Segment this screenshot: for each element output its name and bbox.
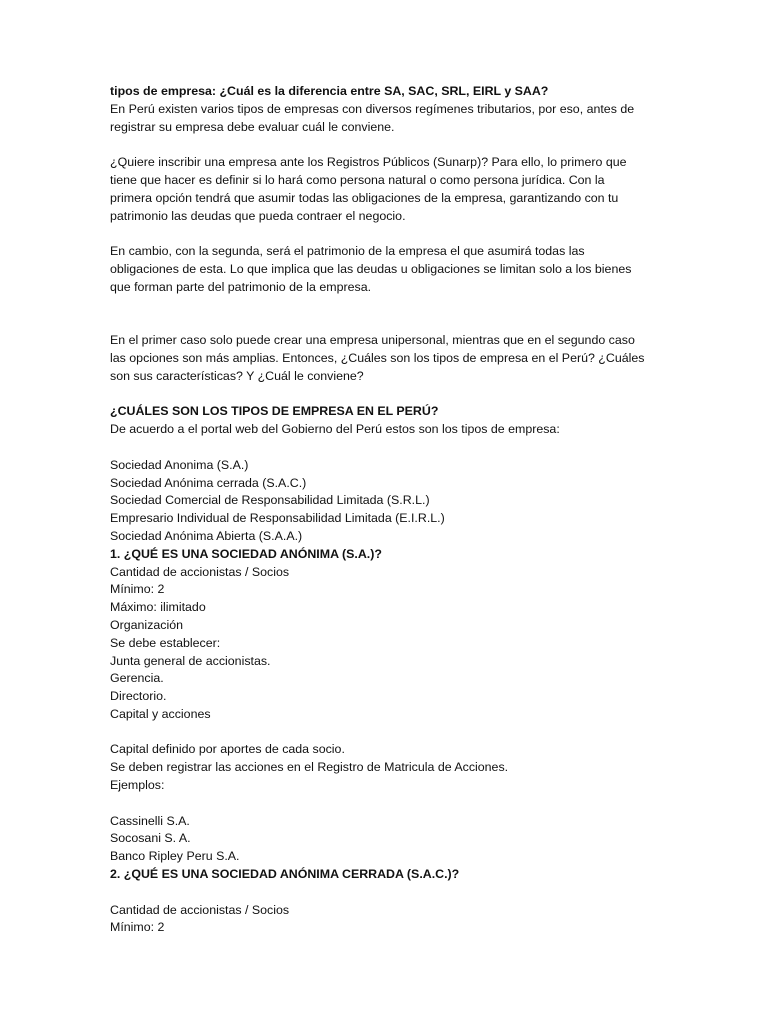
paragraph-line: tiene que hacer es definir si lo hará como persona natural o como persona jurídica. Con la <box>110 172 605 187</box>
field-value: Mínimo: 2 <box>110 920 165 935</box>
section-heading: 2. ¿QUÉ ES UNA SOCIEDAD ANÓNIMA CERRADA (S.A.C.)? <box>110 867 460 882</box>
list-item: Socosani S. A. <box>110 831 191 846</box>
paragraph-line: Se deben registrar las acciones en el Registro de Matricula de Acciones. <box>110 760 509 775</box>
list-item: Sociedad Comercial de Responsabilidad Limitada (S.R.L.) <box>110 493 430 508</box>
paragraph-line: obligaciones de esta. Lo que implica que las deudas u obligaciones se limitan solo a los bienes <box>110 261 632 276</box>
paragraph-line: primera opción tendrá que asumir todas las obligaciones de la empresa, garantizando con tu <box>110 190 619 205</box>
field-label: Cantidad de accionistas / Socios <box>110 902 290 917</box>
paragraph-line: En Perú existen varios tipos de empresas con diversos regímenes tributarios, por eso, antes de <box>110 101 635 116</box>
field-label: Se debe establecer: <box>110 635 221 650</box>
list-item: Cassinelli S.A. <box>110 813 190 828</box>
paragraph-line: son sus características? Y ¿Cuál le conviene? <box>110 368 364 383</box>
list-item: Sociedad Anónima cerrada (S.A.C.) <box>110 475 307 490</box>
paragraph-line: que forman parte del patrimonio de la empresa. <box>110 279 372 294</box>
list-item: Junta general de accionistas. <box>110 653 271 668</box>
field-value: Mínimo: 2 <box>110 582 165 597</box>
field-label: Organización <box>110 617 184 632</box>
section-heading: ¿CUÁLES SON LOS TIPOS DE EMPRESA EN EL PERÚ? <box>110 404 439 419</box>
paragraph-line: las opciones son más amplias. Entonces, ¿Cuáles son los tipos de empresa en el Perú? ¿Cuáles <box>110 350 645 365</box>
paragraph-line: ¿Quiere inscribir una empresa ante los Registros Públicos (Sunarp)? Para ello, lo primero que <box>110 155 627 170</box>
field-label: Capital y acciones <box>110 706 211 721</box>
paragraph-line: patrimonio las deudas que pueda contraer el negocio. <box>110 208 406 223</box>
field-value: Máximo: ilimitado <box>110 600 206 615</box>
section-heading: 1. ¿QUÉ ES UNA SOCIEDAD ANÓNIMA (S.A.)? <box>110 546 382 561</box>
list-item: Banco Ripley Peru S.A. <box>110 849 240 864</box>
list-item: Sociedad Anonima (S.A.) <box>110 457 249 472</box>
list-item: Empresario Individual de Responsabilidad Limitada (E.I.R.L.) <box>110 511 445 526</box>
paragraph-line: En el primer caso solo puede crear una empresa unipersonal, mientras que en el segundo caso <box>110 333 635 348</box>
paragraph-line: Capital definido por aportes de cada socio. <box>110 742 345 757</box>
list-item: Gerencia. <box>110 671 164 686</box>
paragraph-line: De acuerdo a el portal web del Gobierno del Perú estos son los tipos de empresa: <box>110 422 560 437</box>
list-item: Sociedad Anónima Abierta (S.A.A.) <box>110 528 303 543</box>
document-title: tipos de empresa: ¿Cuál es la diferencia entre SA, SAC, SRL, EIRL y SAA? <box>110 84 549 98</box>
list-item: Directorio. <box>110 689 167 704</box>
document-page <box>110 83 670 937</box>
paragraph-line: registrar su empresa debe evaluar cuál le conviene. <box>110 119 395 134</box>
paragraph-line: En cambio, con la segunda, será el patrimonio de la empresa el que asumirá todas las <box>110 244 585 259</box>
field-label: Cantidad de accionistas / Socios <box>110 564 290 579</box>
field-label: Ejemplos: <box>110 778 165 793</box>
